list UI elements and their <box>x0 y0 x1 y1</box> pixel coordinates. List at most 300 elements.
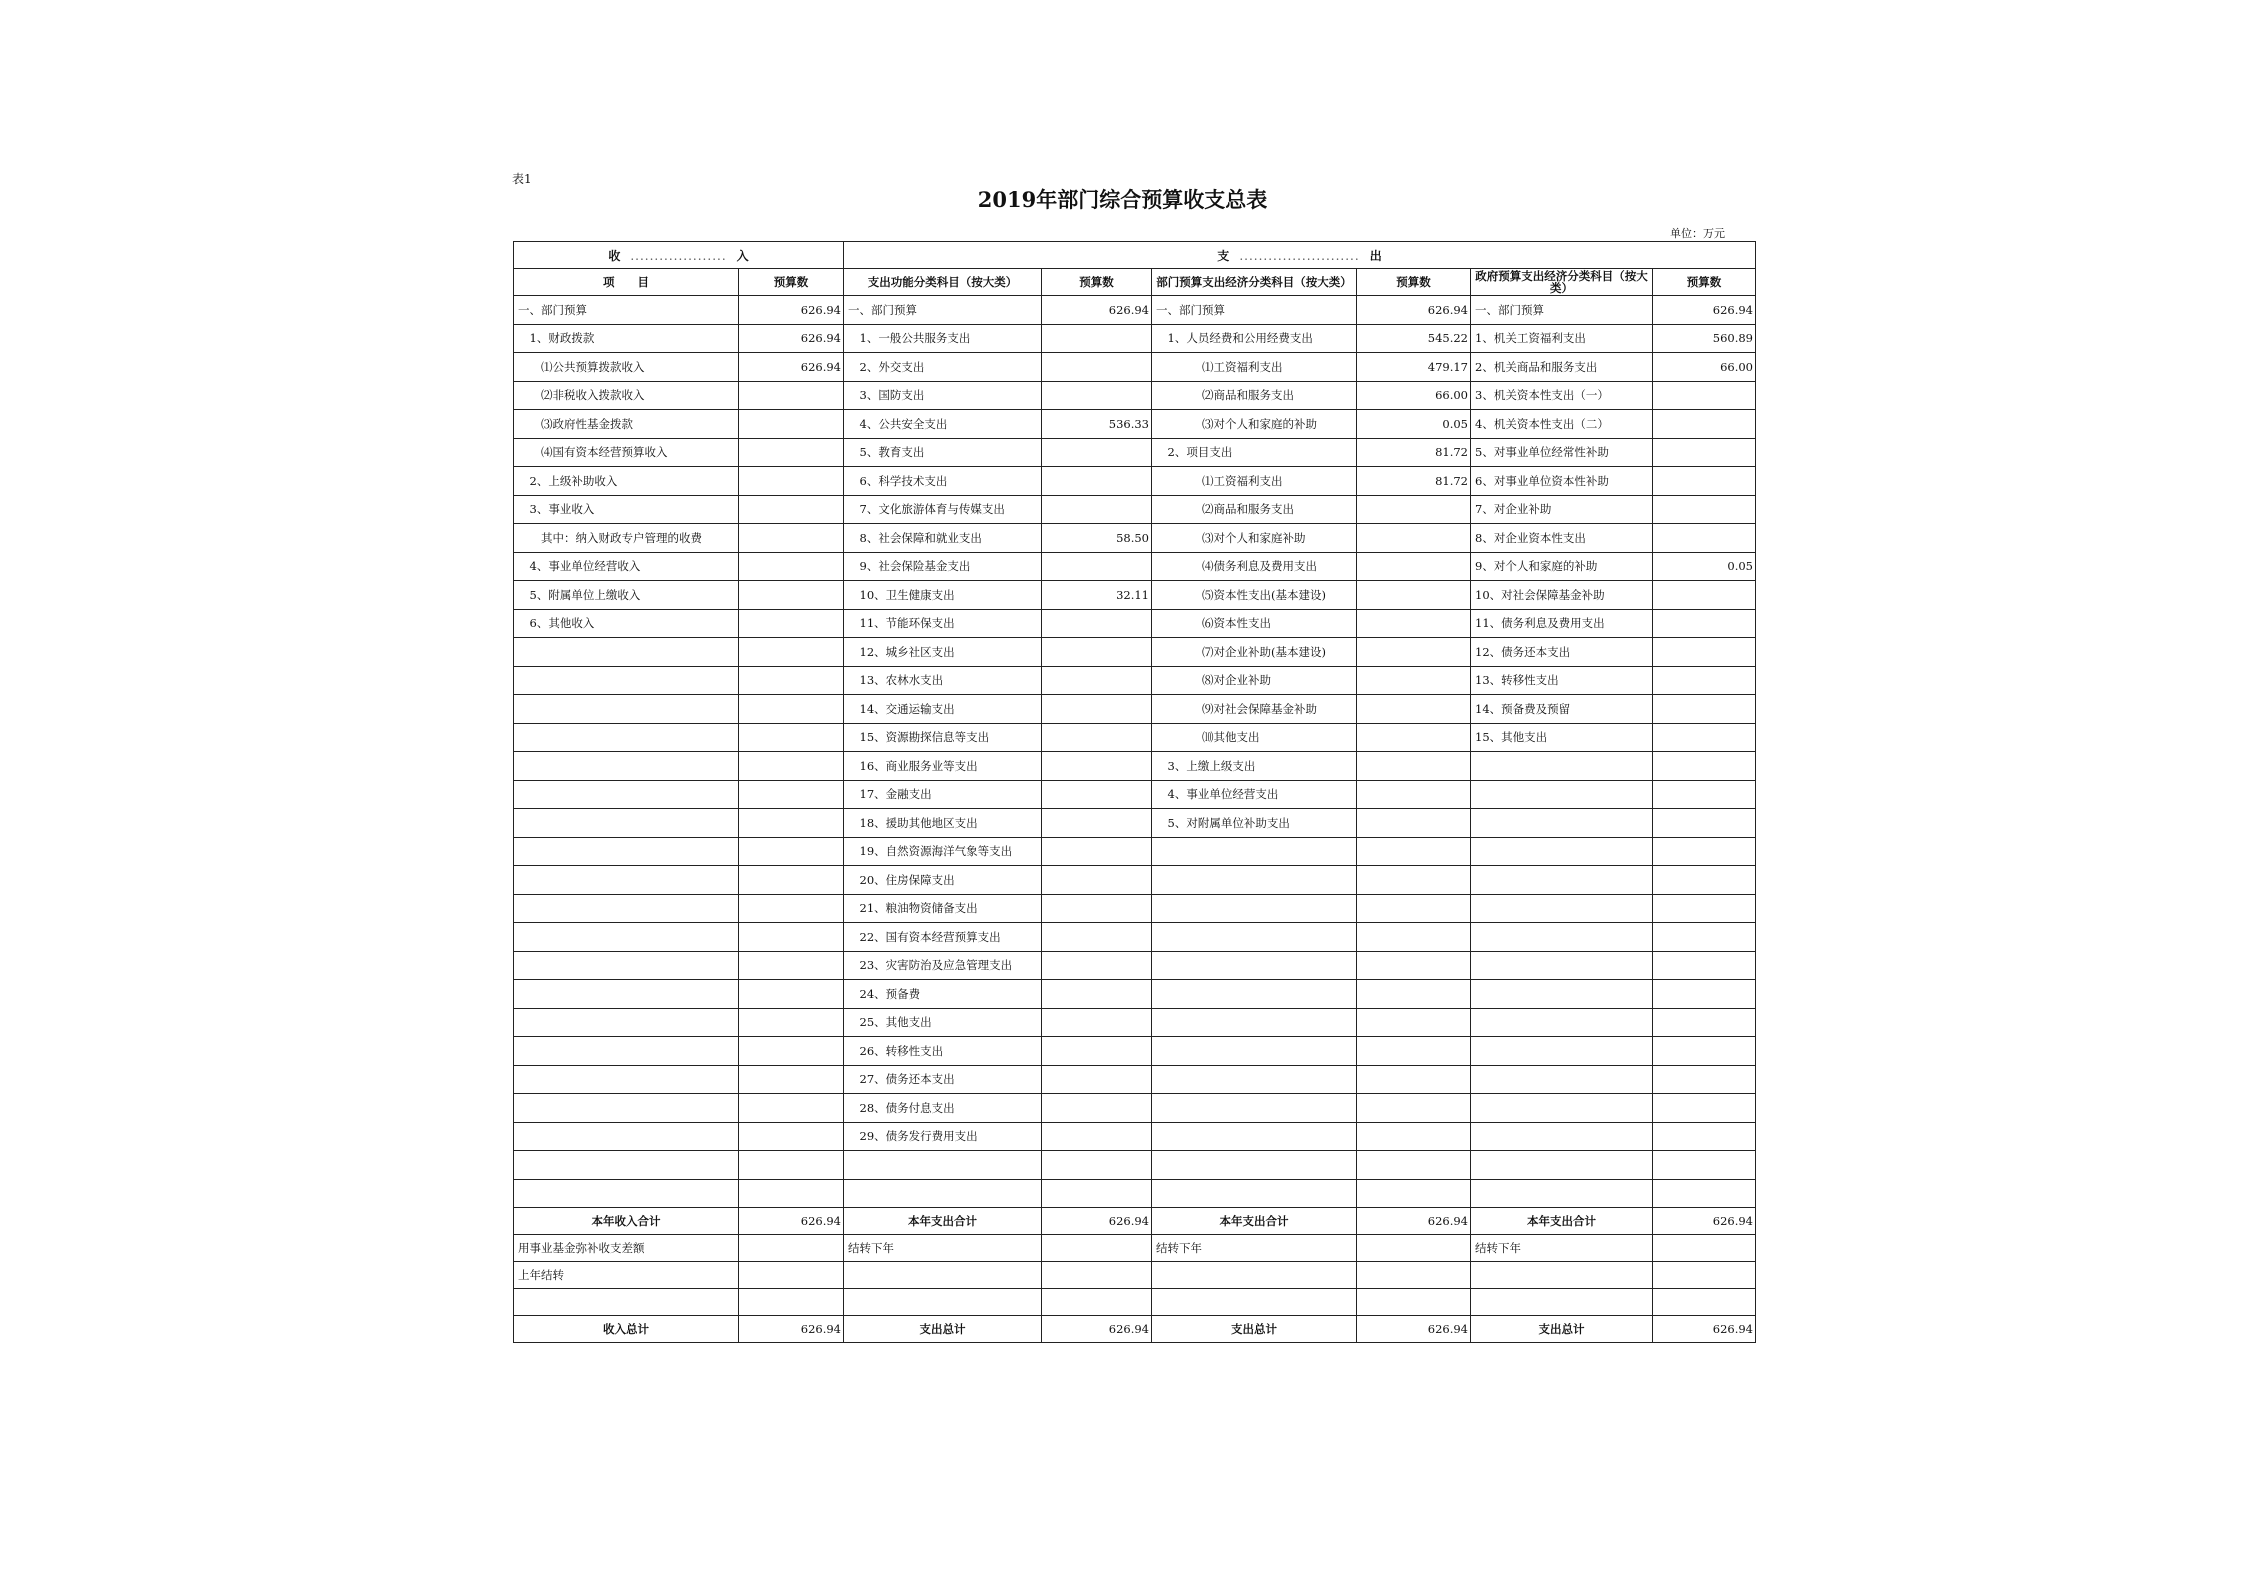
amount-cell <box>1042 780 1152 809</box>
amount-cell <box>739 381 844 410</box>
income-total-amount: 626.94 <box>739 1316 844 1343</box>
amount-cell <box>1357 723 1471 752</box>
item-cell: 16、商业服务业等支出 <box>844 752 1042 781</box>
amount-cell <box>1653 666 1756 695</box>
item-cell: 6、对事业单位资本性补助 <box>1471 467 1653 496</box>
expense-total-label: 支出总计 <box>1152 1316 1357 1343</box>
amount-cell <box>1042 552 1152 581</box>
budget-table <box>513 241 1756 1343</box>
item-cell: ⑵商品和服务支出 <box>1152 495 1357 524</box>
amount-cell: 0.05 <box>1357 410 1471 439</box>
amount-cell <box>1357 980 1471 1009</box>
amount-cell <box>1653 923 1756 952</box>
item-cell: ⑺对企业补助(基本建设) <box>1152 638 1357 667</box>
carry-over-label: 结转下年 <box>1471 1235 1653 1262</box>
item-cell: 22、国有资本经营预算支出 <box>844 923 1042 952</box>
amount-cell: 626.94 <box>739 353 844 382</box>
unit-label: 单位：万元 <box>1670 227 1725 240</box>
column-header: 预算数 <box>1042 269 1152 296</box>
item-cell: 7、文化旅游体育与传媒支出 <box>844 495 1042 524</box>
item-cell <box>514 723 739 752</box>
amount-cell <box>739 894 844 923</box>
item-cell: 11、债务利息及费用支出 <box>1471 609 1653 638</box>
item-cell <box>844 1179 1042 1208</box>
cell <box>1042 1262 1152 1289</box>
item-cell <box>1152 1037 1357 1066</box>
amount-cell <box>1357 695 1471 724</box>
item-cell: ⑽其他支出 <box>1152 723 1357 752</box>
amount-cell <box>739 1094 844 1123</box>
cell <box>1357 1235 1471 1262</box>
item-cell: 14、预备费及预留 <box>1471 695 1653 724</box>
item-cell <box>1152 1122 1357 1151</box>
item-cell: ⑷国有资本经营预算收入 <box>514 438 739 467</box>
item-cell <box>1471 1037 1653 1066</box>
amount-cell <box>1653 1008 1756 1037</box>
amount-cell <box>739 467 844 496</box>
amount-cell: 479.17 <box>1357 353 1471 382</box>
item-cell: 12、债务还本支出 <box>1471 638 1653 667</box>
cell <box>1357 1262 1471 1289</box>
table-row <box>514 1208 1756 1235</box>
item-cell <box>1152 1179 1357 1208</box>
cell <box>1357 1289 1471 1316</box>
item-cell: 4、事业单位经营收入 <box>514 552 739 581</box>
item-cell: 29、债务发行费用支出 <box>844 1122 1042 1151</box>
amount-cell <box>1653 1179 1756 1208</box>
expense-total-label: 支出总计 <box>844 1316 1042 1343</box>
item-cell <box>1152 951 1357 980</box>
item-cell <box>1471 951 1653 980</box>
amount-cell <box>1042 695 1152 724</box>
item-cell: 8、社会保障和就业支出 <box>844 524 1042 553</box>
item-cell <box>514 638 739 667</box>
amount-cell <box>1653 609 1756 638</box>
item-cell: 2、上级补助收入 <box>514 467 739 496</box>
item-cell: 10、对社会保障基金补助 <box>1471 581 1653 610</box>
table-row <box>514 837 1756 866</box>
amount-cell <box>1653 951 1756 980</box>
column-header: 支出功能分类科目（按大类） <box>844 269 1042 296</box>
amount-cell: 545.22 <box>1357 324 1471 353</box>
cell <box>844 1289 1042 1316</box>
amount-cell <box>1653 410 1756 439</box>
year-expense-label: 本年支出合计 <box>1152 1208 1357 1235</box>
amount-cell: 58.50 <box>1042 524 1152 553</box>
table-row <box>514 695 1756 724</box>
amount-cell <box>1042 438 1152 467</box>
amount-cell <box>1357 1065 1471 1094</box>
item-cell <box>1471 1065 1653 1094</box>
table-row <box>514 1289 1756 1316</box>
amount-cell <box>1357 1122 1471 1151</box>
item-cell: ⑷债务利息及费用支出 <box>1152 552 1357 581</box>
table-row <box>514 1316 1756 1343</box>
item-cell: 一、部门预算 <box>1152 296 1357 325</box>
item-cell <box>1471 1179 1653 1208</box>
amount-cell <box>739 609 844 638</box>
balance-label: 用事业基金弥补收支差额 <box>514 1235 739 1262</box>
amount-cell <box>1042 1037 1152 1066</box>
amount-cell <box>1653 1094 1756 1123</box>
table-row <box>514 1065 1756 1094</box>
item-cell: 4、公共安全支出 <box>844 410 1042 439</box>
amount-cell <box>739 1065 844 1094</box>
cell <box>1152 1289 1357 1316</box>
item-cell: 3、机关资本性支出（一） <box>1471 381 1653 410</box>
cell <box>1471 1289 1653 1316</box>
amount-cell <box>1653 1065 1756 1094</box>
item-cell <box>514 809 739 838</box>
item-cell <box>514 1122 739 1151</box>
column-header: 项 目 <box>514 269 739 296</box>
item-cell: ⑴公共预算拨款收入 <box>514 353 739 382</box>
amount-cell <box>739 951 844 980</box>
item-cell: 5、附属单位上缴收入 <box>514 581 739 610</box>
table-row <box>514 1037 1756 1066</box>
amount-cell <box>739 780 844 809</box>
item-cell: ⑶政府性基金拨款 <box>514 410 739 439</box>
amount-cell <box>1042 1151 1152 1180</box>
item-cell: ⑻对企业补助 <box>1152 666 1357 695</box>
amount-cell <box>1042 495 1152 524</box>
amount-cell <box>1357 1094 1471 1123</box>
amount-cell <box>1042 752 1152 781</box>
table-row <box>514 524 1756 553</box>
item-cell <box>514 1037 739 1066</box>
prev-year-label: 上年结转 <box>514 1262 739 1289</box>
amount-cell: 81.72 <box>1357 438 1471 467</box>
item-cell <box>1152 1008 1357 1037</box>
amount-cell <box>1653 1037 1756 1066</box>
item-cell: 2、机关商品和服务支出 <box>1471 353 1653 382</box>
item-cell <box>514 980 739 1009</box>
table-row <box>514 1122 1756 1151</box>
amount-cell <box>1042 809 1152 838</box>
income-header: 收 .................... 入 <box>514 242 844 269</box>
amount-cell: 626.94 <box>739 296 844 325</box>
item-cell <box>514 951 739 980</box>
amount-cell: 66.00 <box>1357 381 1471 410</box>
amount-cell <box>739 581 844 610</box>
table-row <box>514 666 1756 695</box>
item-cell <box>514 1094 739 1123</box>
amount-cell <box>1653 695 1756 724</box>
year-expense-amount: 626.94 <box>1357 1208 1471 1235</box>
amount-cell <box>1042 1065 1152 1094</box>
item-cell <box>1471 1094 1653 1123</box>
table-row <box>514 1094 1756 1123</box>
item-cell: 其中：纳入财政专户管理的收费 <box>514 524 739 553</box>
item-cell: 18、援助其他地区支出 <box>844 809 1042 838</box>
amount-cell <box>1042 666 1152 695</box>
table-row <box>514 980 1756 1009</box>
cell <box>844 1262 1042 1289</box>
item-cell <box>1152 837 1357 866</box>
amount-cell <box>739 410 844 439</box>
table-row <box>514 1235 1756 1262</box>
cell <box>1653 1289 1756 1316</box>
amount-cell <box>1357 866 1471 895</box>
amount-cell <box>1653 381 1756 410</box>
item-cell: 26、转移性支出 <box>844 1037 1042 1066</box>
item-cell: 10、卫生健康支出 <box>844 581 1042 610</box>
expense-total-amount: 626.94 <box>1357 1316 1471 1343</box>
item-cell <box>1471 894 1653 923</box>
amount-cell <box>1357 495 1471 524</box>
amount-cell <box>1042 638 1152 667</box>
expense-total-label: 支出总计 <box>1471 1316 1653 1343</box>
amount-cell <box>1357 837 1471 866</box>
amount-cell <box>1653 980 1756 1009</box>
amount-cell <box>1357 809 1471 838</box>
amount-cell <box>1653 524 1756 553</box>
amount-cell <box>1653 495 1756 524</box>
cell <box>1653 1262 1756 1289</box>
amount-cell <box>1653 866 1756 895</box>
item-cell <box>514 1008 739 1037</box>
item-cell: 23、灾害防治及应急管理支出 <box>844 951 1042 980</box>
item-cell: 15、其他支出 <box>1471 723 1653 752</box>
item-cell: 27、债务还本支出 <box>844 1065 1042 1094</box>
item-cell <box>1471 1151 1653 1180</box>
amount-cell <box>1042 467 1152 496</box>
table-row <box>514 752 1756 781</box>
table-row <box>514 353 1756 382</box>
amount-cell: 32.11 <box>1042 581 1152 610</box>
amount-cell <box>1653 438 1756 467</box>
amount-cell <box>1357 951 1471 980</box>
expense-total-amount: 626.94 <box>1042 1316 1152 1343</box>
amount-cell: 626.94 <box>1357 296 1471 325</box>
amount-cell <box>1042 381 1152 410</box>
year-expense-label: 本年支出合计 <box>1471 1208 1653 1235</box>
amount-cell <box>1357 1037 1471 1066</box>
amount-cell <box>739 1037 844 1066</box>
amount-cell <box>739 1179 844 1208</box>
amount-cell <box>1357 1008 1471 1037</box>
item-cell: 2、项目支出 <box>1152 438 1357 467</box>
amount-cell: 560.89 <box>1653 324 1756 353</box>
amount-cell <box>1653 581 1756 610</box>
amount-cell <box>1042 609 1152 638</box>
item-cell: ⑼对社会保障基金补助 <box>1152 695 1357 724</box>
income-total-label: 收入总计 <box>514 1316 739 1343</box>
item-cell <box>514 1179 739 1208</box>
amount-cell <box>1357 894 1471 923</box>
amount-cell <box>1357 638 1471 667</box>
item-cell: 21、粮油物资储备支出 <box>844 894 1042 923</box>
amount-cell <box>1357 1151 1471 1180</box>
item-cell <box>514 695 739 724</box>
cell <box>739 1262 844 1289</box>
cell <box>1471 1262 1653 1289</box>
amount-cell <box>739 438 844 467</box>
amount-cell: 66.00 <box>1653 353 1756 382</box>
item-cell <box>514 894 739 923</box>
item-cell <box>514 866 739 895</box>
amount-cell <box>1653 467 1756 496</box>
amount-cell <box>739 837 844 866</box>
amount-cell <box>739 638 844 667</box>
item-cell: ⑶对个人和家庭的补助 <box>1152 410 1357 439</box>
table-row <box>514 780 1756 809</box>
amount-cell <box>1042 1179 1152 1208</box>
item-cell: ⑹资本性支出 <box>1152 609 1357 638</box>
item-cell <box>514 780 739 809</box>
cell <box>1042 1289 1152 1316</box>
amount-cell <box>1357 923 1471 952</box>
item-cell: ⑵商品和服务支出 <box>1152 381 1357 410</box>
year-expense-amount: 626.94 <box>1042 1208 1152 1235</box>
amount-cell <box>1042 723 1152 752</box>
item-cell <box>514 923 739 952</box>
cell <box>514 1289 739 1316</box>
amount-cell <box>1653 1151 1756 1180</box>
amount-cell <box>1653 780 1756 809</box>
cell <box>739 1289 844 1316</box>
item-cell: 9、对个人和家庭的补助 <box>1471 552 1653 581</box>
amount-cell <box>1357 1179 1471 1208</box>
amount-cell <box>1357 780 1471 809</box>
table-row <box>514 923 1756 952</box>
table-row <box>514 324 1756 353</box>
item-cell: 25、其他支出 <box>844 1008 1042 1037</box>
table-row <box>514 581 1756 610</box>
year-income-label: 本年收入合计 <box>514 1208 739 1235</box>
amount-cell <box>1042 866 1152 895</box>
item-cell: 12、城乡社区支出 <box>844 638 1042 667</box>
carry-over-label: 结转下年 <box>1152 1235 1357 1262</box>
item-cell: 6、其他收入 <box>514 609 739 638</box>
table-row <box>514 894 1756 923</box>
amount-cell: 626.94 <box>1653 296 1756 325</box>
item-cell: 4、事业单位经营支出 <box>1152 780 1357 809</box>
amount-cell <box>739 666 844 695</box>
amount-cell: 536.33 <box>1042 410 1152 439</box>
item-cell: 11、节能环保支出 <box>844 609 1042 638</box>
table-row <box>514 809 1756 838</box>
table-row <box>514 1008 1756 1037</box>
amount-cell <box>739 723 844 752</box>
amount-cell <box>1653 752 1756 781</box>
year-income-amount: 626.94 <box>739 1208 844 1235</box>
amount-cell <box>1653 1122 1756 1151</box>
cell <box>1152 1262 1357 1289</box>
column-header: 预算数 <box>1653 269 1756 296</box>
item-cell: 17、金融支出 <box>844 780 1042 809</box>
item-cell <box>514 1065 739 1094</box>
item-cell: 13、转移性支出 <box>1471 666 1653 695</box>
item-cell: 28、债务付息支出 <box>844 1094 1042 1123</box>
amount-cell <box>739 923 844 952</box>
amount-cell <box>739 552 844 581</box>
item-cell <box>514 752 739 781</box>
amount-cell <box>739 1122 844 1151</box>
amount-cell <box>739 809 844 838</box>
amount-cell <box>739 866 844 895</box>
item-cell <box>1152 1065 1357 1094</box>
amount-cell <box>1042 980 1152 1009</box>
item-cell: ⑴工资福利支出 <box>1152 467 1357 496</box>
item-cell: 5、对事业单位经常性补助 <box>1471 438 1653 467</box>
item-cell: ⑸资本性支出(基本建设) <box>1152 581 1357 610</box>
item-cell: 1、机关工资福利支出 <box>1471 324 1653 353</box>
item-cell <box>1471 980 1653 1009</box>
table-row <box>514 438 1756 467</box>
item-cell <box>514 666 739 695</box>
cell <box>739 1235 844 1262</box>
item-cell: 1、财政拨款 <box>514 324 739 353</box>
item-cell <box>1471 1122 1653 1151</box>
table-row <box>514 951 1756 980</box>
table-row <box>514 609 1756 638</box>
column-header: 部门预算支出经济分类科目（按大类） <box>1152 269 1357 296</box>
item-cell <box>1471 1008 1653 1037</box>
table-row <box>514 1151 1756 1180</box>
item-cell: 24、预备费 <box>844 980 1042 1009</box>
item-cell: 14、交通运输支出 <box>844 695 1042 724</box>
amount-cell <box>1042 923 1152 952</box>
table-number: 表1 <box>512 172 532 186</box>
item-cell: 1、一般公共服务支出 <box>844 324 1042 353</box>
amount-cell <box>1042 837 1152 866</box>
amount-cell <box>1042 951 1152 980</box>
item-cell: 一、部门预算 <box>1471 296 1653 325</box>
item-cell <box>1471 866 1653 895</box>
amount-cell <box>1042 1008 1152 1037</box>
amount-cell <box>739 980 844 1009</box>
amount-cell: 81.72 <box>1357 467 1471 496</box>
amount-cell <box>1357 552 1471 581</box>
amount-cell <box>1357 524 1471 553</box>
expense-header: 支 ......................... 出 <box>844 242 1756 269</box>
item-cell: 2、外交支出 <box>844 353 1042 382</box>
item-cell <box>1471 837 1653 866</box>
item-cell <box>1152 1151 1357 1180</box>
table-row <box>514 1179 1756 1208</box>
amount-cell <box>1042 353 1152 382</box>
cell <box>1042 1235 1152 1262</box>
amount-cell <box>1042 1094 1152 1123</box>
item-cell: 13、农林水支出 <box>844 666 1042 695</box>
item-cell: 20、住房保障支出 <box>844 866 1042 895</box>
column-header: 预算数 <box>1357 269 1471 296</box>
item-cell: 3、上缴上级支出 <box>1152 752 1357 781</box>
amount-cell <box>739 695 844 724</box>
item-cell <box>1471 780 1653 809</box>
item-cell <box>1152 980 1357 1009</box>
column-header: 预算数 <box>739 269 844 296</box>
item-cell: 1、人员经费和公用经费支出 <box>1152 324 1357 353</box>
item-cell: 4、机关资本性支出（二） <box>1471 410 1653 439</box>
amount-cell <box>1042 1122 1152 1151</box>
amount-cell <box>1042 324 1152 353</box>
amount-cell <box>1042 894 1152 923</box>
item-cell: 一、部门预算 <box>844 296 1042 325</box>
table-row <box>514 467 1756 496</box>
item-cell: 3、事业收入 <box>514 495 739 524</box>
amount-cell <box>739 752 844 781</box>
year-expense-amount: 626.94 <box>1653 1208 1756 1235</box>
item-cell <box>1152 866 1357 895</box>
cell <box>1653 1235 1756 1262</box>
table-row <box>514 410 1756 439</box>
table-row <box>514 552 1756 581</box>
page-title: 2019年部门综合预算收支总表 <box>977 187 1268 212</box>
item-cell: 3、国防支出 <box>844 381 1042 410</box>
table-row <box>514 723 1756 752</box>
